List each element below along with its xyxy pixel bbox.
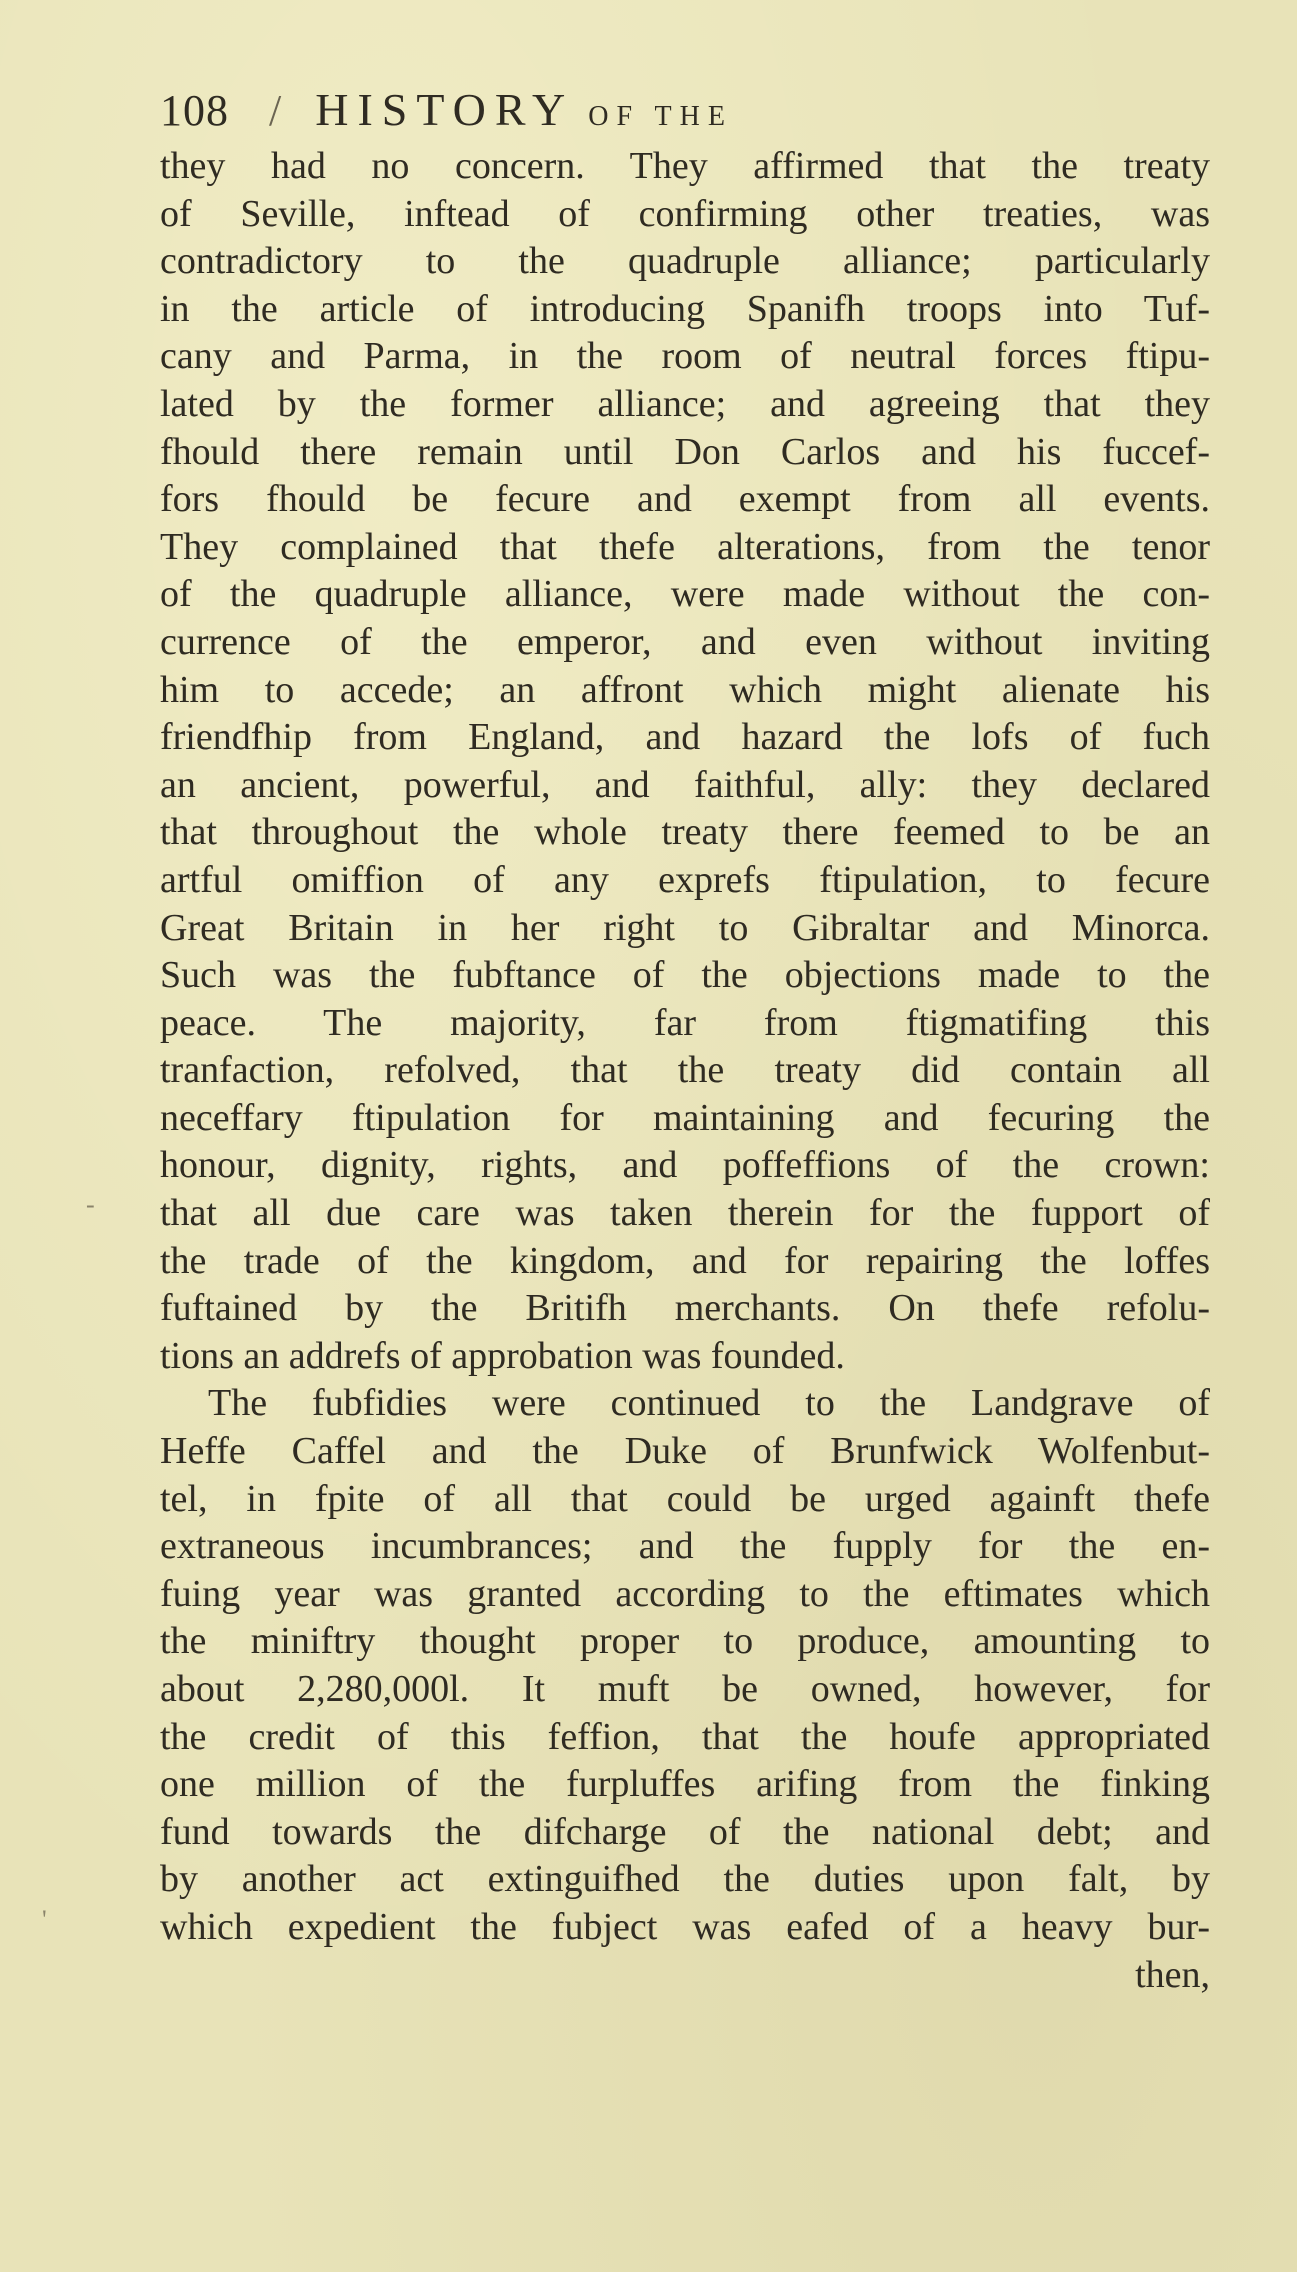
text-line: currence of the emperor, and even without inviting xyxy=(160,620,1210,663)
text-line: They complained that thefe alterations, from the tenor xyxy=(160,525,1210,568)
text-line: of the quadruple alliance, were made without the con- xyxy=(160,573,1210,616)
text-line: one million of the furpluffes arifing from the finking xyxy=(160,1763,1210,1806)
text-line: tions an addrefs of approbation was founded. xyxy=(160,1334,845,1377)
body-text xyxy=(160,143,1210,1999)
text-line: honour, dignity, rights, and poffeffions of the crown: xyxy=(160,1144,1210,1187)
page-number: 108 xyxy=(160,86,229,135)
text-line: Such was the fubftance of the objections made to the xyxy=(160,954,1210,997)
text-line: that all due care was taken therein for the fupport of xyxy=(160,1192,1210,1235)
text-line: artful omiffion of any exprefs ftipulation, to fecure xyxy=(160,858,1210,901)
text-line: by another act extinguifhed the duties upon falt, by xyxy=(160,1858,1210,1901)
catchword: then, xyxy=(1135,1953,1210,1996)
text-line: extraneous incumbrances; and the fupply for the en- xyxy=(160,1525,1210,1568)
text-line: fhould there remain until Don Carlos and his fuccef- xyxy=(160,430,1210,473)
text-line: that throughout the whole treaty there feemed to be an xyxy=(160,811,1210,854)
text-line: of Seville, inftead of confirming other treaties, was xyxy=(160,192,1210,235)
text-line: lated by the former alliance; and agreeing that they xyxy=(160,382,1210,425)
text-line: fund towards the difcharge of the national debt; and xyxy=(160,1810,1210,1853)
running-head-separator: / xyxy=(269,86,282,135)
text-line: tel, in fpite of all that could be urged againft thefe xyxy=(160,1477,1210,1520)
paragraph-first-line: The fubfidies were continued to the Landgrave of xyxy=(208,1382,1210,1425)
text-line: fuing year was granted according to the eftimates which xyxy=(160,1572,1210,1615)
text-line: contradictory to the quadruple alliance; particularly xyxy=(160,240,1210,283)
text-line: Great Britain in her right to Gibraltar and Minorca. xyxy=(160,906,1210,949)
running-head-title-small: OF THE xyxy=(588,101,733,132)
text-line: neceffary ftipulation for maintaining and fecuring the xyxy=(160,1096,1210,1139)
running-head xyxy=(160,80,1210,140)
text-line: they had no concern. They affirmed that the treaty xyxy=(160,145,1210,187)
text-line: peace. The majority, far from ftigmatifing this xyxy=(160,1001,1210,1044)
text-line: the trade of the kingdom, and for repairing the loffes xyxy=(160,1239,1210,1282)
text-line: the miniftry thought proper to produce, amounting to xyxy=(160,1620,1210,1663)
text-line: an ancient, powerful, and faithful, ally: they declared xyxy=(160,763,1210,806)
running-head-title: HISTORY xyxy=(315,84,575,135)
margin-speck: - xyxy=(86,1190,95,1219)
text-line: the credit of this feffion, that the houfe appropriated xyxy=(160,1715,1210,1758)
text-line: which expedient the fubject was eafed of a heavy bur- xyxy=(160,1905,1210,1948)
margin-speck: ' xyxy=(42,1905,47,1934)
text-line: tranfaction, refolved, that the treaty did contain all xyxy=(160,1049,1210,1092)
text-line: about 2,280,000l. It muft be owned, however, for xyxy=(160,1668,1210,1710)
text-line: cany and Parma, in the room of neutral forces ftipu- xyxy=(160,335,1210,378)
text-line: friendfhip from England, and hazard the lofs of fuch xyxy=(160,716,1210,759)
text-line: him to accede; an affront which might alienate his xyxy=(160,668,1210,711)
text-line: Heffe Caffel and the Duke of Brunfwick Wolfenbut- xyxy=(160,1430,1210,1473)
text-line: fuftained by the Britifh merchants. On thefe refolu- xyxy=(160,1287,1210,1330)
text-line: in the article of introducing Spanifh troops into Tuf- xyxy=(160,287,1210,330)
text-line: fors fhould be fecure and exempt from all events. xyxy=(160,478,1210,521)
